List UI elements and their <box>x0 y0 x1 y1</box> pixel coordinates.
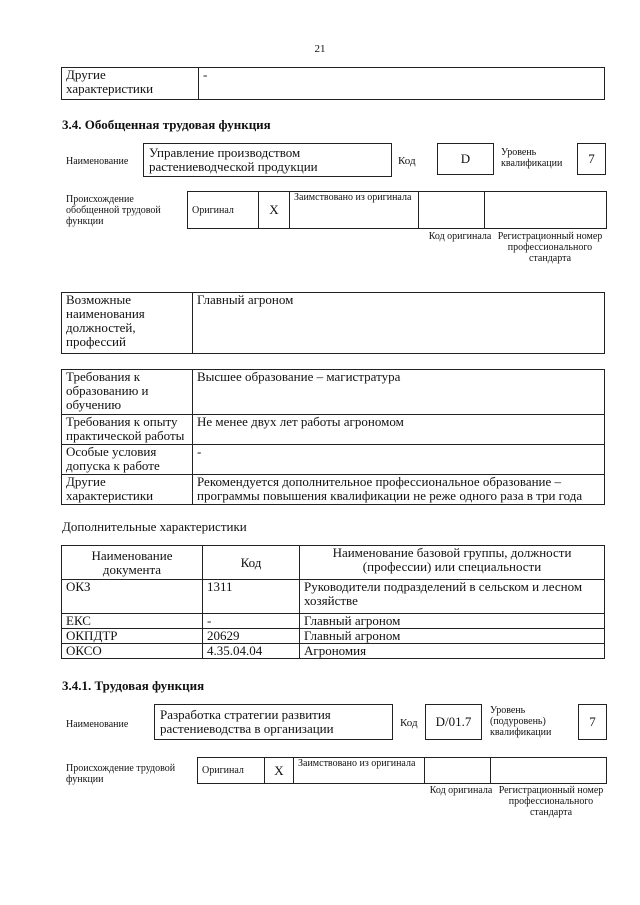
s341-reg-caption: Регистрационный номер профессионального стандарта <box>498 785 604 818</box>
s341-original-mark: X <box>265 758 294 784</box>
positions-table <box>61 292 605 354</box>
table-row <box>62 614 605 629</box>
s341-name-label: Наименование <box>66 719 129 730</box>
s34-level-value: 7 <box>588 151 595 166</box>
positions-label: Возможные наименования должностей, профессий <box>62 293 193 354</box>
s34-name-value: Управление производством растениеводческой продукции <box>149 145 318 174</box>
additional-title: Дополнительные характеристики <box>62 519 247 534</box>
cell-document: ЕКС <box>62 614 203 629</box>
s34-name-label: Наименование <box>66 156 129 167</box>
cell-code: - <box>203 614 300 629</box>
s34-name-box <box>143 143 392 177</box>
page-number: 21 <box>314 43 326 55</box>
s341-level-value: 7 <box>589 714 596 729</box>
s34-original-mark: X <box>259 192 290 229</box>
s34-code-orig-cell <box>419 192 485 229</box>
positions-value: Главный агроном <box>193 293 605 354</box>
section-3-4-1-title: 3.4.1. Трудовая функция <box>62 678 205 693</box>
s341-reg-cell <box>491 758 607 784</box>
additional-header-row <box>62 546 605 580</box>
table-row <box>62 644 605 659</box>
s341-code-orig-caption: Код оригинала <box>429 785 493 796</box>
requirement-row <box>62 475 605 505</box>
requirement-row <box>62 370 605 415</box>
s341-code-label: Код <box>400 717 418 729</box>
requirement-row <box>62 415 605 445</box>
s34-reg-cell <box>485 192 607 229</box>
table-row <box>62 580 605 614</box>
requirement-value: Высшее образование – магистратура <box>193 370 605 415</box>
requirement-value: Рекомендуется дополнительное профессиональное образование – программы повышения квалификации не реже одного раза в три года <box>193 475 605 505</box>
s34-code-box <box>437 143 494 175</box>
top-table-label: Другие характеристики <box>62 68 199 100</box>
additional-table <box>61 545 605 659</box>
requirement-label: Другие характеристики <box>62 475 193 505</box>
s34-reg-caption: Регистрационный номер профессионального стандарта <box>497 231 603 264</box>
table-row <box>62 629 605 644</box>
cell-code: 4.35.04.04 <box>203 644 300 659</box>
s34-code-orig-caption: Код оригинала <box>428 231 492 242</box>
section-3-4-title: 3.4. Обобщенная трудовая функция <box>62 117 271 132</box>
requirement-value: Не менее двух лет работы агрономом <box>193 415 605 445</box>
s34-level-box <box>577 143 606 175</box>
s34-level-label: Уровень квалификации <box>501 147 563 169</box>
s341-origin-table <box>197 757 607 784</box>
cell-group: Главный агроном <box>300 614 605 629</box>
s341-original-label: Оригинал <box>198 758 265 784</box>
requirement-row <box>62 445 605 475</box>
top-characteristics-table <box>61 67 605 100</box>
s34-origin-label: Происхождение обобщенной трудовой функции <box>66 194 161 227</box>
s341-level-label: Уровень (подуровень) квалификации <box>490 705 552 738</box>
requirement-label: Особые условия допуска к работе <box>62 445 193 475</box>
s341-code-orig-cell <box>425 758 491 784</box>
requirements-table <box>61 369 605 505</box>
cell-code: 1311 <box>203 580 300 614</box>
requirement-label: Требования к образованию и обучению <box>62 370 193 415</box>
s341-borrowed-label: Заимствовано из оригинала <box>294 758 425 784</box>
s34-code-label: Код <box>398 155 416 167</box>
cell-group: Агрономия <box>300 644 605 659</box>
requirement-value: - <box>193 445 605 475</box>
s34-origin-table <box>187 191 607 229</box>
s341-origin-label: Происхождение трудовой функции <box>66 763 176 785</box>
cell-code: 20629 <box>203 629 300 644</box>
s341-code-value: D/01.7 <box>435 714 472 729</box>
cell-document: ОКСО <box>62 644 203 659</box>
top-table-value: - <box>199 68 605 100</box>
cell-group: Руководители подразделений в сельском и лесном хозяйстве <box>300 580 605 614</box>
s341-code-box <box>425 704 482 740</box>
cell-group: Главный агроном <box>300 629 605 644</box>
s34-code-value: D <box>460 151 471 166</box>
header-document: Наименование документа <box>62 546 203 580</box>
s341-level-box <box>578 704 607 740</box>
header-code: Код <box>203 546 300 580</box>
cell-document: ОКЗ <box>62 580 203 614</box>
s341-name-value: Разработка стратегии развития растениеводства в организации <box>160 707 334 736</box>
s341-name-box <box>154 704 393 740</box>
s34-borrowed-label: Заимствовано из оригинала <box>290 192 419 229</box>
s34-original-label: Оригинал <box>188 192 259 229</box>
header-group: Наименование базовой группы, должности (профессии) или специальности <box>300 546 605 580</box>
requirement-label: Требования к опыту практической работы <box>62 415 193 445</box>
cell-document: ОКПДТР <box>62 629 203 644</box>
